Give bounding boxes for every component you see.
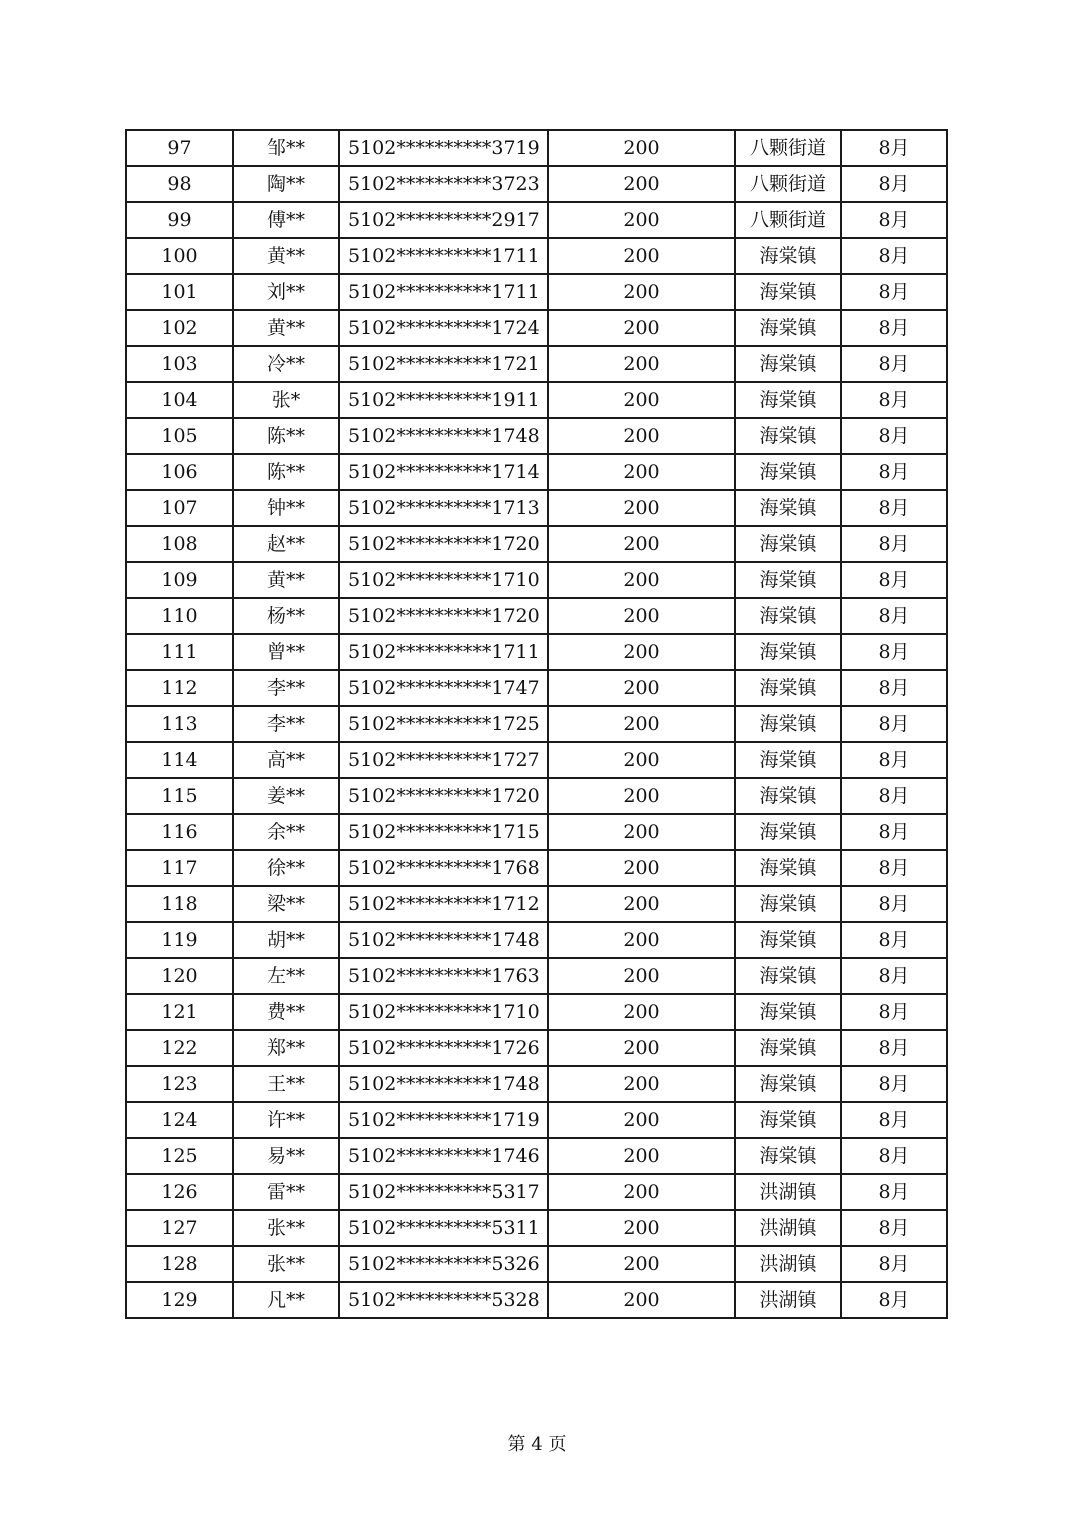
table-row (126, 454, 947, 490)
month-cell: 8月 (841, 634, 947, 670)
table-row (126, 1138, 947, 1174)
table-row (126, 634, 947, 670)
name-cell: 杨** (233, 598, 339, 634)
name-cell: 刘** (233, 274, 339, 310)
town-cell: 海棠镇 (735, 562, 841, 598)
town-cell: 海棠镇 (735, 526, 841, 562)
month-cell: 8月 (841, 526, 947, 562)
amount-cell: 200 (548, 274, 735, 310)
town-cell: 海棠镇 (735, 850, 841, 886)
amount-cell: 200 (548, 850, 735, 886)
amount-cell: 200 (548, 562, 735, 598)
table-row (126, 562, 947, 598)
amount-cell: 200 (548, 994, 735, 1030)
month-cell: 8月 (841, 1030, 947, 1066)
row-number-cell: 117 (126, 850, 233, 886)
name-cell: 陈** (233, 454, 339, 490)
town-cell: 海棠镇 (735, 634, 841, 670)
id-number-cell: 5102**********1720 (339, 526, 548, 562)
month-cell: 8月 (841, 994, 947, 1030)
name-cell: 张** (233, 1210, 339, 1246)
town-cell: 海棠镇 (735, 958, 841, 994)
row-number-cell: 101 (126, 274, 233, 310)
row-number-cell: 99 (126, 202, 233, 238)
row-number-cell: 112 (126, 670, 233, 706)
month-cell: 8月 (841, 1174, 947, 1210)
month-cell: 8月 (841, 850, 947, 886)
row-number-cell: 105 (126, 418, 233, 454)
month-cell: 8月 (841, 202, 947, 238)
name-cell: 姜** (233, 778, 339, 814)
row-number-cell: 118 (126, 886, 233, 922)
id-number-cell: 5102**********1721 (339, 346, 548, 382)
town-cell: 海棠镇 (735, 922, 841, 958)
id-number-cell: 5102**********1911 (339, 382, 548, 418)
name-cell: 胡** (233, 922, 339, 958)
month-cell: 8月 (841, 130, 947, 166)
month-cell: 8月 (841, 1282, 947, 1318)
month-cell: 8月 (841, 562, 947, 598)
id-number-cell: 5102**********2917 (339, 202, 548, 238)
row-number-cell: 125 (126, 1138, 233, 1174)
name-cell: 邹** (233, 130, 339, 166)
row-number-cell: 127 (126, 1210, 233, 1246)
table-row (126, 742, 947, 778)
row-number-cell: 104 (126, 382, 233, 418)
table-row (126, 994, 947, 1030)
id-number-cell: 5102**********1725 (339, 706, 548, 742)
row-number-cell: 128 (126, 1246, 233, 1282)
table-row (126, 886, 947, 922)
name-cell: 钟** (233, 490, 339, 526)
table-row (126, 1246, 947, 1282)
name-cell: 黄** (233, 310, 339, 346)
month-cell: 8月 (841, 886, 947, 922)
id-number-cell: 5102**********1711 (339, 274, 548, 310)
row-number-cell: 115 (126, 778, 233, 814)
amount-cell: 200 (548, 346, 735, 382)
id-number-cell: 5102**********1747 (339, 670, 548, 706)
name-cell: 曾** (233, 634, 339, 670)
town-cell: 海棠镇 (735, 778, 841, 814)
month-cell: 8月 (841, 922, 947, 958)
month-cell: 8月 (841, 706, 947, 742)
town-cell: 海棠镇 (735, 814, 841, 850)
name-cell: 高** (233, 742, 339, 778)
month-cell: 8月 (841, 382, 947, 418)
month-cell: 8月 (841, 958, 947, 994)
town-cell: 八颗街道 (735, 166, 841, 202)
table-row (126, 814, 947, 850)
amount-cell: 200 (548, 634, 735, 670)
row-number-cell: 116 (126, 814, 233, 850)
town-cell: 海棠镇 (735, 490, 841, 526)
amount-cell: 200 (548, 166, 735, 202)
town-cell: 海棠镇 (735, 742, 841, 778)
month-cell: 8月 (841, 1066, 947, 1102)
amount-cell: 200 (548, 310, 735, 346)
town-cell: 海棠镇 (735, 670, 841, 706)
town-cell: 海棠镇 (735, 994, 841, 1030)
amount-cell: 200 (548, 958, 735, 994)
row-number-cell: 103 (126, 346, 233, 382)
name-cell: 张* (233, 382, 339, 418)
amount-cell: 200 (548, 1174, 735, 1210)
name-cell: 黄** (233, 562, 339, 598)
month-cell: 8月 (841, 274, 947, 310)
town-cell: 海棠镇 (735, 310, 841, 346)
name-cell: 李** (233, 706, 339, 742)
id-number-cell: 5102**********1715 (339, 814, 548, 850)
id-number-cell: 5102**********1720 (339, 778, 548, 814)
id-number-cell: 5102**********1748 (339, 1066, 548, 1102)
table-row (126, 1282, 947, 1318)
town-cell: 洪湖镇 (735, 1174, 841, 1210)
amount-cell: 200 (548, 1210, 735, 1246)
town-cell: 海棠镇 (735, 1030, 841, 1066)
id-number-cell: 5102**********1746 (339, 1138, 548, 1174)
town-cell: 洪湖镇 (735, 1210, 841, 1246)
id-number-cell: 5102**********1720 (339, 598, 548, 634)
table-row (126, 490, 947, 526)
id-number-cell: 5102**********5326 (339, 1246, 548, 1282)
name-cell: 凡** (233, 1282, 339, 1318)
amount-cell: 200 (548, 490, 735, 526)
table-row (126, 778, 947, 814)
table-row (126, 1066, 947, 1102)
table-row (126, 202, 947, 238)
id-number-cell: 5102**********1711 (339, 634, 548, 670)
amount-cell: 200 (548, 670, 735, 706)
row-number-cell: 106 (126, 454, 233, 490)
town-cell: 八颗街道 (735, 130, 841, 166)
table-row (126, 598, 947, 634)
page-number: 第 4 页 (507, 1434, 567, 1455)
table-row (126, 1030, 947, 1066)
month-cell: 8月 (841, 778, 947, 814)
table-row (126, 382, 947, 418)
amount-cell: 200 (548, 130, 735, 166)
town-cell: 海棠镇 (735, 706, 841, 742)
table-row (126, 670, 947, 706)
name-cell: 许** (233, 1102, 339, 1138)
name-cell: 余** (233, 814, 339, 850)
month-cell: 8月 (841, 670, 947, 706)
month-cell: 8月 (841, 238, 947, 274)
amount-cell: 200 (548, 526, 735, 562)
amount-cell: 200 (548, 886, 735, 922)
id-number-cell: 5102**********5328 (339, 1282, 548, 1318)
row-number-cell: 108 (126, 526, 233, 562)
month-cell: 8月 (841, 346, 947, 382)
amount-cell: 200 (548, 1066, 735, 1102)
name-cell: 徐** (233, 850, 339, 886)
row-number-cell: 120 (126, 958, 233, 994)
row-number-cell: 113 (126, 706, 233, 742)
table-row (126, 310, 947, 346)
id-number-cell: 5102**********3723 (339, 166, 548, 202)
amount-cell: 200 (548, 202, 735, 238)
name-cell: 黄** (233, 238, 339, 274)
amount-cell: 200 (548, 1282, 735, 1318)
amount-cell: 200 (548, 778, 735, 814)
month-cell: 8月 (841, 418, 947, 454)
month-cell: 8月 (841, 1102, 947, 1138)
id-number-cell: 5102**********1711 (339, 238, 548, 274)
table-row (126, 130, 947, 166)
town-cell: 海棠镇 (735, 886, 841, 922)
row-number-cell: 100 (126, 238, 233, 274)
month-cell: 8月 (841, 1138, 947, 1174)
row-number-cell: 124 (126, 1102, 233, 1138)
amount-cell: 200 (548, 598, 735, 634)
town-cell: 洪湖镇 (735, 1246, 841, 1282)
id-number-cell: 5102**********1768 (339, 850, 548, 886)
table-row (126, 346, 947, 382)
table-row (126, 922, 947, 958)
id-number-cell: 5102**********5311 (339, 1210, 548, 1246)
month-cell: 8月 (841, 310, 947, 346)
town-cell: 海棠镇 (735, 598, 841, 634)
row-number-cell: 123 (126, 1066, 233, 1102)
month-cell: 8月 (841, 166, 947, 202)
name-cell: 费** (233, 994, 339, 1030)
table-row (126, 166, 947, 202)
row-number-cell: 102 (126, 310, 233, 346)
name-cell: 郑** (233, 1030, 339, 1066)
id-number-cell: 5102**********1714 (339, 454, 548, 490)
town-cell: 海棠镇 (735, 418, 841, 454)
amount-cell: 200 (548, 382, 735, 418)
records-table (125, 129, 948, 1319)
id-number-cell: 5102**********1713 (339, 490, 548, 526)
month-cell: 8月 (841, 490, 947, 526)
row-number-cell: 98 (126, 166, 233, 202)
town-cell: 海棠镇 (735, 1102, 841, 1138)
table-row (126, 706, 947, 742)
amount-cell: 200 (548, 814, 735, 850)
name-cell: 易** (233, 1138, 339, 1174)
month-cell: 8月 (841, 1246, 947, 1282)
row-number-cell: 107 (126, 490, 233, 526)
name-cell: 冷** (233, 346, 339, 382)
id-number-cell: 5102**********1719 (339, 1102, 548, 1138)
row-number-cell: 110 (126, 598, 233, 634)
row-number-cell: 121 (126, 994, 233, 1030)
amount-cell: 200 (548, 1030, 735, 1066)
amount-cell: 200 (548, 706, 735, 742)
amount-cell: 200 (548, 238, 735, 274)
month-cell: 8月 (841, 454, 947, 490)
name-cell: 王** (233, 1066, 339, 1102)
town-cell: 海棠镇 (735, 382, 841, 418)
name-cell: 陈** (233, 418, 339, 454)
id-number-cell: 5102**********1712 (339, 886, 548, 922)
amount-cell: 200 (548, 454, 735, 490)
id-number-cell: 5102**********1710 (339, 994, 548, 1030)
records-table-body (126, 130, 947, 1318)
name-cell: 左** (233, 958, 339, 994)
name-cell: 傅** (233, 202, 339, 238)
name-cell: 雷** (233, 1174, 339, 1210)
table-row (126, 274, 947, 310)
row-number-cell: 97 (126, 130, 233, 166)
month-cell: 8月 (841, 598, 947, 634)
table-row (126, 958, 947, 994)
amount-cell: 200 (548, 922, 735, 958)
row-number-cell: 109 (126, 562, 233, 598)
town-cell: 海棠镇 (735, 274, 841, 310)
row-number-cell: 126 (126, 1174, 233, 1210)
name-cell: 李** (233, 670, 339, 706)
table-row (126, 1102, 947, 1138)
table-row (126, 526, 947, 562)
month-cell: 8月 (841, 1210, 947, 1246)
amount-cell: 200 (548, 1246, 735, 1282)
name-cell: 赵** (233, 526, 339, 562)
town-cell: 海棠镇 (735, 1138, 841, 1174)
id-number-cell: 5102**********1726 (339, 1030, 548, 1066)
id-number-cell: 5102**********5317 (339, 1174, 548, 1210)
town-cell: 洪湖镇 (735, 1282, 841, 1318)
row-number-cell: 114 (126, 742, 233, 778)
table-row (126, 1174, 947, 1210)
town-cell: 海棠镇 (735, 1066, 841, 1102)
row-number-cell: 129 (126, 1282, 233, 1318)
town-cell: 八颗街道 (735, 202, 841, 238)
id-number-cell: 5102**********1724 (339, 310, 548, 346)
id-number-cell: 5102**********1763 (339, 958, 548, 994)
amount-cell: 200 (548, 742, 735, 778)
row-number-cell: 122 (126, 1030, 233, 1066)
month-cell: 8月 (841, 742, 947, 778)
town-cell: 海棠镇 (735, 454, 841, 490)
row-number-cell: 111 (126, 634, 233, 670)
name-cell: 张** (233, 1246, 339, 1282)
id-number-cell: 5102**********1748 (339, 418, 548, 454)
row-number-cell: 119 (126, 922, 233, 958)
id-number-cell: 5102**********1748 (339, 922, 548, 958)
table-row (126, 418, 947, 454)
id-number-cell: 5102**********3719 (339, 130, 548, 166)
id-number-cell: 5102**********1710 (339, 562, 548, 598)
amount-cell: 200 (548, 1138, 735, 1174)
amount-cell: 200 (548, 1102, 735, 1138)
id-number-cell: 5102**********1727 (339, 742, 548, 778)
amount-cell: 200 (548, 418, 735, 454)
table-row (126, 238, 947, 274)
town-cell: 海棠镇 (735, 346, 841, 382)
name-cell: 陶** (233, 166, 339, 202)
town-cell: 海棠镇 (735, 238, 841, 274)
month-cell: 8月 (841, 814, 947, 850)
name-cell: 梁** (233, 886, 339, 922)
table-row (126, 850, 947, 886)
table-row (126, 1210, 947, 1246)
